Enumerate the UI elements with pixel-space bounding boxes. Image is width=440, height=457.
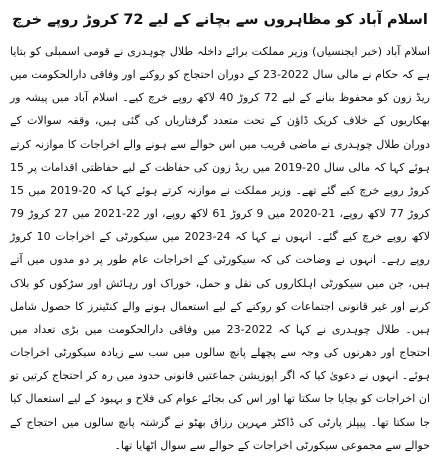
article-body	[10, 40, 430, 457]
article-paragraph: اسلام آباد (خبر ایجنسیاں) وزیر مملکت برائے داخلہ طلال چوہدری نے قومی اسمبلی کو بتایا ہے کہ حکام نے مالی سال 2022-23 کے دوران احتجاج کو روکنے اور وفاقی دارالحکومت میں ریڈ زون کو محفوظ بنانے کے لیے 72 کروڑ 40 لاکھ روپے خرچ کیے۔ اسلام آباد میں پیشہ ور بھکاریوں کے خلاف کریک ڈاؤن کے تحت متعدد گرفتاریاں کی گئی ہیں، وقفہ سوالات کے دوران طلال چوہدری نے ماضی قریب میں اس حوالے سے ہونے والے اخراجات کا موازنہ کرتے ہوئے کہا کہ مالی سال 20-2019 میں ریڈ زون کی حفاظت کے لیے حفاظتی اقدامات پر 15 کروڑ روپے خرچ کیے گئے تھے۔ وزیر مملکت نے موازنہ کرتے ہوئے کہا کہ 20-2019 میں 15 کروڑ 77 لاکھ روپے، 21-2020 میں 9 کروڑ 61 لاکھ روپے، اور 22-2021 میں 27 کروڑ 79 لاکھ روپے خرچ کیے گئے۔ انہوں نے کہا کہ 24-2023 میں سیکورٹی کے اخراجات 10 کروڑ روپے رہے۔ انہوں نے وضاحت کی کہ سیکورٹی کے اخراجات عام طور پر دو مدوں میں آتے ہیں، جن میں سیکورٹی اہلکاروں کی نقل و حمل، خوراک اور رہائش اور سڑکوں کو بلاک کرنے اور غیر قانونی اجتماعات کو روکنے کے لیے استعمال ہونے والے کنٹینرز کا حصول شامل ہیں۔ طلال چوہدری نے کہا کہ 2022-23 میں وفاقی دارالحکومت میں بڑی تعداد میں احتجاج اور دھرنوں کی وجہ سے پچھلے پانچ سالوں میں سب سے زیادہ سیکورٹی اخراجات ہوئے۔ انہوں نے دعویٰ کیا کہ اگر اپوزیشن جماعتیں قانونی حدود میں رہ کر احتجاج کرتیں تو ان اخراجات کو بچایا جا سکتا تھا اور اس کی بجائے عوام کی فلاح و بہبود کے لیے استعمال کیا جا سکتا تھا۔ پیپلز پارٹی کی ڈاکٹر مہرین رزاق بھٹو نے گزشتہ پانچ سالوں میں احتجاج کے حوالے سے مجموعی سیکورٹی اخراجات کے حوالے سے سوال اٹھایا تھا۔	[10, 45, 431, 452]
headline: اسلام آباد کو مظاہروں سے بچانے کے لیے 72 کروڑ روپے خرچ	[12, 12, 428, 28]
